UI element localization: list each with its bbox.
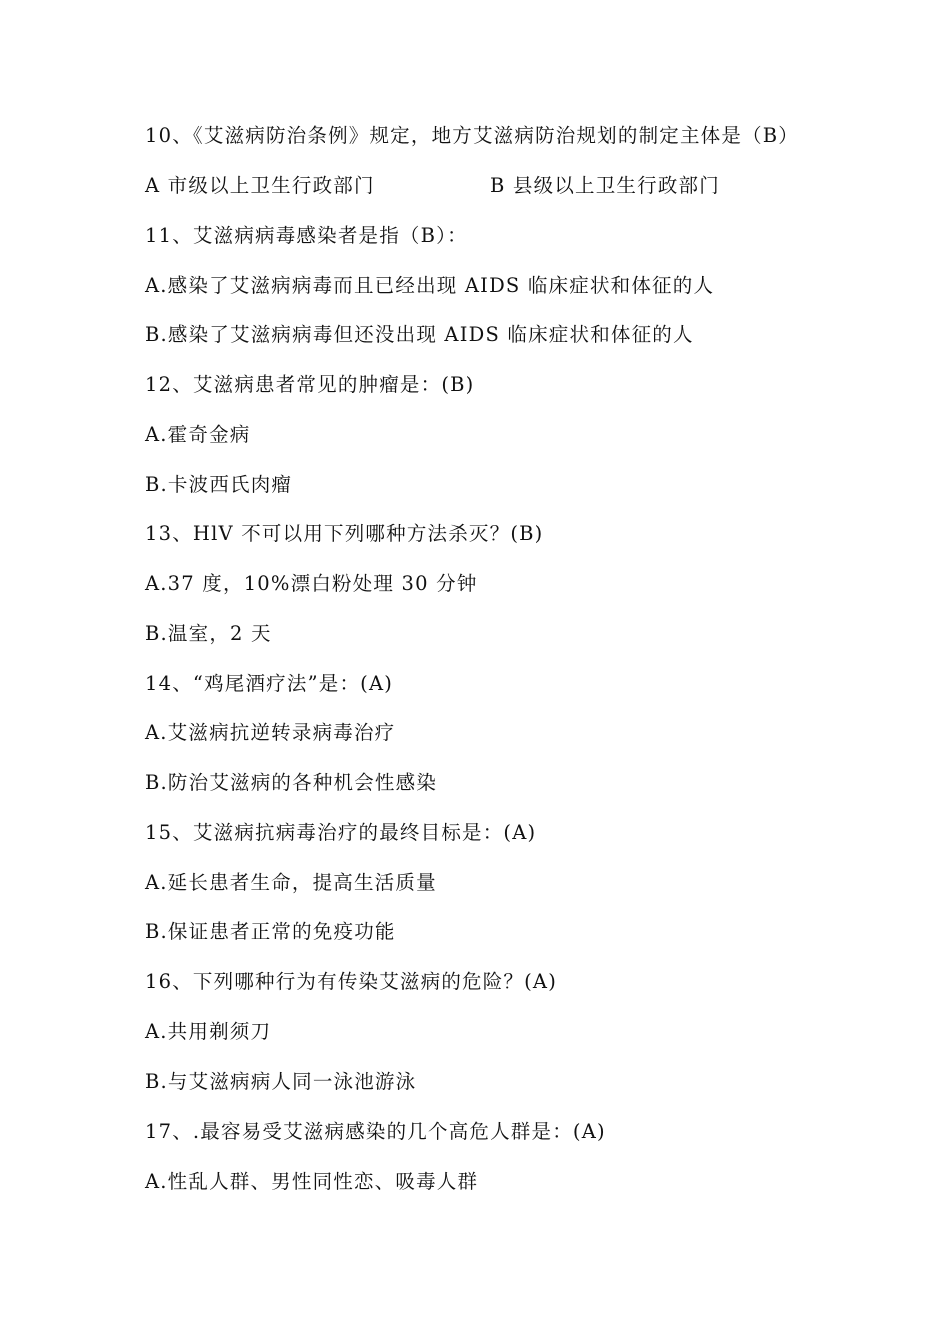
question-11-option-b: B.感染了艾滋病病毒但还没出现 AIDS 临床症状和体征的人 [145,323,694,346]
question-11: 11、艾滋病病毒感染者是指（B）： [145,224,468,247]
question-16-option-a: A.共用剃须刀 [145,1020,272,1043]
question-12-option-a: A.霍奇金病 [145,423,251,446]
question-15: 15、艾滋病抗病毒治疗的最终目标是：(A) [145,821,537,844]
question-15-option-a: A.延长患者生命，提高生活质量 [145,871,437,894]
question-15-option-b: B.保证患者正常的免疫功能 [145,920,396,943]
question-13-option-b: B.温室，2 天 [145,622,272,645]
question-13: 13、HlV 不可以用下列哪种方法杀灭？(B) [145,522,544,545]
question-14-option-b: B.防治艾滋病的各种机会性感染 [145,771,438,794]
question-16: 16、下列哪种行为有传染艾滋病的危险？(A) [145,970,558,993]
question-11-option-a: A.感染了艾滋病病毒而且已经出现 AIDS 临床症状和体征的人 [145,274,715,297]
question-17-option-a: A.性乱人群、男性同性恋、吸毒人群 [145,1170,479,1193]
question-10: 10、《艾滋病防治条例》规定，地方艾滋病防治规划的制定主体是（B） [145,124,799,147]
question-12: 12、艾滋病患者常见的肿瘤是：(B) [145,373,475,396]
question-12-option-b: B.卡波西氏肉瘤 [145,473,293,496]
question-10-option-b: B 县级以上卫生行政部门 [490,174,720,197]
question-14: 14、“鸡尾酒疗法”是：(A) [145,672,394,695]
question-13-option-a: A.37 度，10%漂白粉处理 30 分钟 [145,572,478,595]
question-14-option-a: A.艾滋病抗逆转录病毒治疗 [145,721,396,744]
question-17: 17、.最容易受艾滋病感染的几个高危人群是：(A) [145,1120,606,1143]
question-16-option-b: B.与艾滋病病人同一泳池游泳 [145,1070,417,1093]
question-10-option-a: A 市级以上卫生行政部门 [145,174,375,197]
